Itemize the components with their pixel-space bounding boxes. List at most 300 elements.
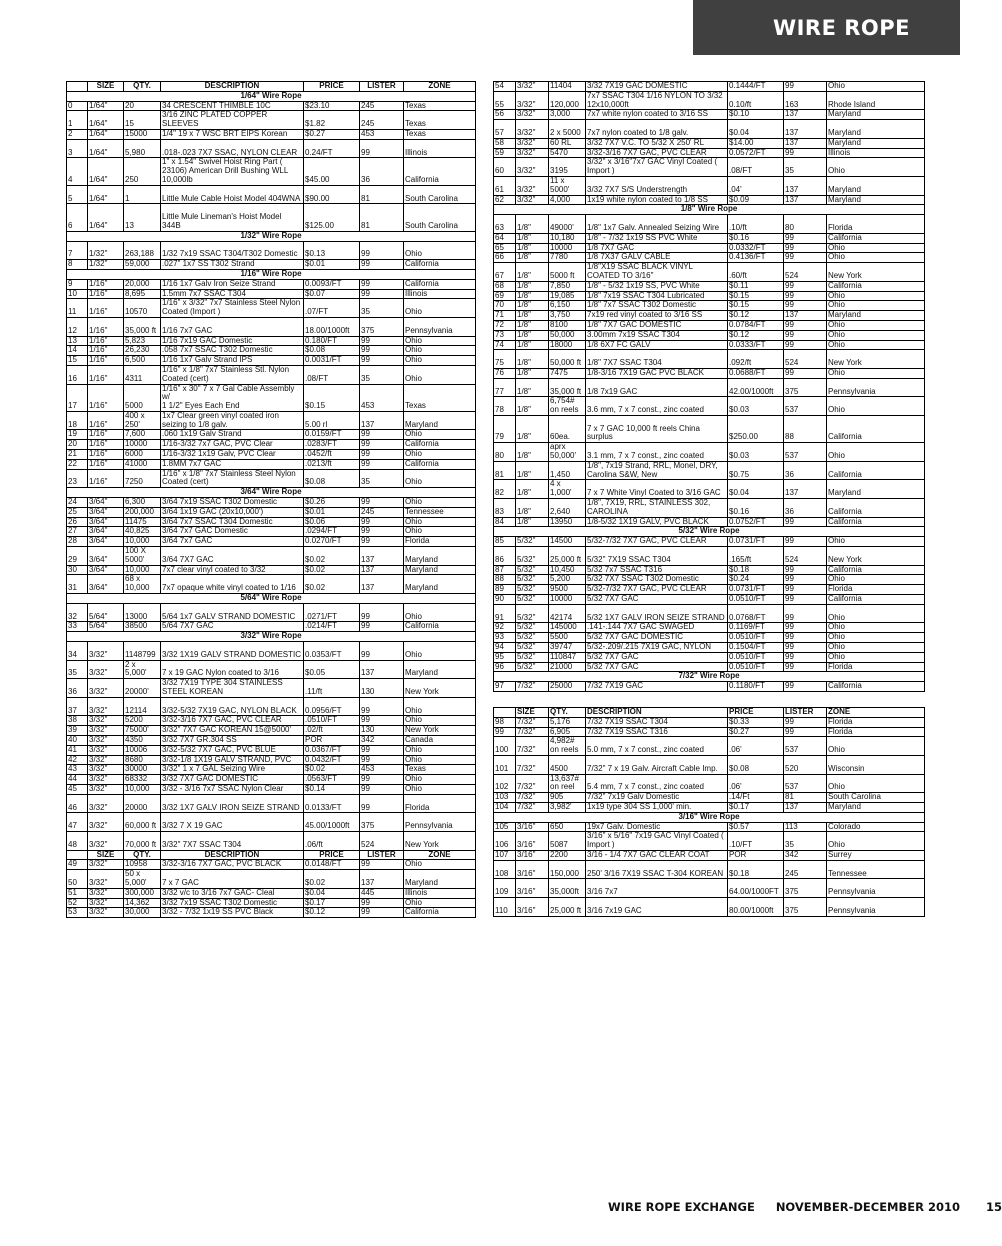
row-index: 39 [67, 726, 88, 736]
price-cell: .08/FT [304, 365, 360, 384]
description-cell: 1x19 white nylon coated to 1/8 SS [586, 195, 728, 205]
description-cell: 7/32" 7x19 Galv Domestic [586, 793, 728, 803]
row-index: 52 [67, 898, 88, 908]
qty-cell: 40,825 [124, 527, 161, 537]
table-row [494, 832, 925, 851]
lister-cell: 99 [360, 716, 404, 726]
row-index: 72 [494, 320, 516, 330]
zone-cell: Maryland [827, 480, 925, 499]
price-cell: $0.16 [728, 499, 784, 518]
row-index: 107 [494, 850, 516, 860]
size-cell: 3/16" [516, 860, 549, 879]
zone-cell: California [404, 440, 476, 450]
lister-cell: 137 [360, 565, 404, 575]
description-cell: 1/8"X19 SSAC BLACK VINYL COATED TO 3/16" [586, 263, 728, 282]
row-index: 44 [67, 775, 88, 785]
lister-cell: 137 [360, 575, 404, 594]
size-cell: 1/8" [516, 350, 549, 369]
row-index: 85 [494, 537, 516, 547]
table-row [67, 185, 476, 204]
zone-cell: Pennsylvania [404, 813, 476, 832]
table-row [67, 735, 476, 745]
zone-cell: New York [404, 726, 476, 736]
lister-cell: 137 [360, 411, 404, 430]
qty-cell: 2200 [549, 850, 586, 860]
table-row [494, 793, 925, 803]
price-cell: $0.09 [728, 195, 784, 205]
lister-cell: 36 [360, 158, 404, 185]
zone-cell: California [827, 499, 925, 518]
table-row [494, 91, 925, 110]
size-cell: 1/32" [88, 241, 124, 260]
size-cell: 3/64" [88, 575, 124, 594]
row-index: 87 [494, 565, 516, 575]
lister-cell: 375 [360, 813, 404, 832]
description-cell: 3.00mm 7x19 SSAC T304 [586, 330, 728, 340]
zone-cell: Tennessee [827, 860, 925, 879]
row-index: 103 [494, 793, 516, 803]
lister-cell: 99 [360, 898, 404, 908]
table-row [67, 745, 476, 755]
footer-magazine: WIRE ROPE EXCHANGE [608, 1200, 755, 1214]
price-cell: 42.00/1000ft [728, 378, 784, 397]
price-cell: $0.26 [304, 498, 360, 508]
qty-cell: 15000 [124, 129, 161, 139]
qty-cell: 2 x 5,000' [124, 660, 161, 679]
lister-cell: 99 [360, 784, 404, 794]
zone-cell: Ohio [404, 430, 476, 440]
table-row [67, 870, 476, 889]
qty-cell: 26,230 [124, 346, 161, 356]
row-index: 86 [494, 547, 516, 566]
lister-cell: 99 [784, 281, 827, 291]
row-index: 48 [67, 831, 88, 850]
price-cell: .0294/FT [304, 527, 360, 537]
price-cell: $0.06 [304, 517, 360, 527]
row-index: 101 [494, 755, 516, 774]
price-cell: 0.1504/FT [728, 643, 784, 653]
size-section-header [67, 632, 476, 642]
size-cell: 1/16" [88, 384, 124, 411]
description-cell: 7/32 7X19 SSAC T316 [586, 727, 728, 737]
table-row [494, 397, 925, 416]
zone-cell: Ohio [404, 603, 476, 622]
description-cell: .141-.144 7X7 GAC SWAGED [586, 623, 728, 633]
size-cell: 1/16" [88, 289, 124, 299]
zone-cell: Ohio [404, 527, 476, 537]
description-cell: 250' 3/16 7X19 SSAC T-304 KOREAN [586, 860, 728, 879]
size-cell: 1/8" [516, 301, 549, 311]
zone-cell: Ohio [404, 716, 476, 726]
price-cell: $0.07 [304, 289, 360, 299]
qty-cell: 13000 [124, 603, 161, 622]
size-cell: 3/32" [88, 870, 124, 889]
description-cell: 1/8" 7x7 SSAC T302 Domestic [586, 301, 728, 311]
qty-cell: 15 [124, 111, 161, 130]
row-index: 88 [494, 575, 516, 585]
price-cell: .06' [728, 737, 784, 756]
size-cell: 1/8" [516, 291, 549, 301]
column-header: QTY. [124, 82, 161, 92]
zone-cell: Florida [827, 717, 925, 727]
price-cell: 80.00/1000ft [728, 897, 784, 916]
row-index: 70 [494, 301, 516, 311]
description-cell: 3/32 7 X 19 GAC [161, 813, 304, 832]
row-index: 34 [67, 642, 88, 661]
qty-cell: 200,000 [124, 507, 161, 517]
row-index: 33 [67, 622, 88, 632]
qty-cell: 5000 ft [549, 263, 586, 282]
row-index: 36 [67, 679, 88, 698]
row-index: 1 [67, 111, 88, 130]
price-cell: 0.0353/FT [304, 642, 360, 661]
price-cell: 0.0367/FT [304, 745, 360, 755]
lister-cell: 99 [784, 517, 827, 527]
size-cell: 5/32" [516, 547, 549, 566]
description-cell: 7/32 7X19 GAC [586, 682, 728, 692]
table-row [494, 499, 925, 518]
table-row [67, 459, 476, 469]
row-index: 50 [67, 870, 88, 889]
zone-cell: Ohio [827, 537, 925, 547]
spacer-cell [494, 692, 925, 708]
price-cell: $0.27 [304, 129, 360, 139]
price-cell: .0283/FT [304, 440, 360, 450]
size-cell: 5/64" [88, 622, 124, 632]
qty-cell: 4350 [124, 735, 161, 745]
qty-cell: 400 x 250' [124, 411, 161, 430]
row-index: 10 [67, 289, 88, 299]
price-cell: POR [304, 735, 360, 745]
size-cell: 3/32" [88, 716, 124, 726]
table-row [67, 784, 476, 794]
lister-cell: 137 [784, 480, 827, 499]
lister-cell: 99 [784, 243, 827, 253]
zone-cell: California [404, 158, 476, 185]
lister-cell: 99 [360, 755, 404, 765]
zone-cell: Ohio [404, 241, 476, 260]
table-row [67, 507, 476, 517]
size-section-header [67, 231, 476, 241]
zone-cell: Surrey [827, 850, 925, 860]
row-index: 5 [67, 185, 88, 204]
zone-cell: Ohio [404, 755, 476, 765]
size-cell: 7/32" [516, 717, 549, 727]
size-cell: 1/16" [88, 450, 124, 460]
zone-cell: Ohio [827, 368, 925, 378]
price-cell: $0.57 [728, 822, 784, 832]
qty-cell: 49000' [549, 215, 586, 234]
qty-cell: 1148799 [124, 642, 161, 661]
description-cell: 1/8 7X7 GAC [586, 243, 728, 253]
size-cell: 3/32" [88, 755, 124, 765]
table-row [67, 450, 476, 460]
zone-cell: Ohio [827, 737, 925, 756]
description-cell: 5/32 7x7 SSAC T316 [586, 565, 728, 575]
zone-cell: California [404, 622, 476, 632]
description-cell: 3/32" 1 x 7 GAL Seizing Wire [161, 765, 304, 775]
description-cell: 1/16 7x7 GAC [161, 317, 304, 336]
qty-cell: 5470 [549, 148, 586, 158]
qty-cell: 150,000 [549, 860, 586, 879]
table-row [67, 384, 476, 411]
description-cell: 5/32-7/32 7X7 GAC, PVC CLEAR [586, 537, 728, 547]
size-section-header [67, 594, 476, 604]
qty-cell: 12114 [124, 697, 161, 716]
table-row [67, 204, 476, 231]
qty-cell: 30000 [124, 765, 161, 775]
row-index: 91 [494, 604, 516, 623]
size-cell: 3/32" [516, 82, 549, 92]
description-cell: 1/8 7X37 GALV CABLE [586, 253, 728, 263]
qty-cell: 10000 [549, 243, 586, 253]
price-cell: $0.10 [728, 110, 784, 120]
size-cell: 3/32" [88, 679, 124, 698]
row-index: 21 [67, 450, 88, 460]
lister-cell: 99 [784, 301, 827, 311]
column-header: SIZE [516, 708, 549, 718]
price-cell: $0.03 [728, 443, 784, 462]
qty-cell: 13,637# on reel [549, 774, 586, 793]
description-cell: 3/16 7x7 [586, 879, 728, 898]
qty-cell: 68332 [124, 775, 161, 785]
zone-cell: Texas [404, 765, 476, 775]
row-index: 110 [494, 897, 516, 916]
table-row [494, 330, 925, 340]
size-cell: 3/32" [516, 138, 549, 148]
qty-cell: 9500 [549, 585, 586, 595]
price-cell: $45.00 [304, 158, 360, 185]
qty-cell: 10,000 [124, 565, 161, 575]
description-cell: 1/8" 7x19 SSAC T304 Lubricated [586, 291, 728, 301]
row-index: 35 [67, 660, 88, 679]
table-row [494, 120, 925, 139]
description-cell: 1/16-3/32 7x7 GAC, PVC Clear [161, 440, 304, 450]
row-index: 97 [494, 682, 516, 692]
description-cell: Little Mule Cable Hoist Model 404WNA [161, 185, 304, 204]
column-header-row [67, 82, 476, 92]
table-row [67, 679, 476, 698]
lister-cell: 137 [784, 138, 827, 148]
lister-cell: 137 [360, 870, 404, 889]
table-row [494, 537, 925, 547]
table-row [67, 241, 476, 260]
qty-cell: 10000 [549, 595, 586, 605]
description-cell: 3/32 7X7 GR.304 SS [161, 735, 304, 745]
zone-cell: Maryland [404, 870, 476, 889]
zone-cell: Maryland [827, 802, 925, 812]
size-cell: 1/16" [88, 469, 124, 488]
row-index: 26 [67, 517, 88, 527]
size-cell: 5/32" [516, 652, 549, 662]
zone-cell: Ohio [827, 832, 925, 851]
lister-cell: 375 [360, 317, 404, 336]
lister-cell: 537 [784, 443, 827, 462]
size-cell: 1/8" [516, 253, 549, 263]
qty-cell: 10,000 [124, 537, 161, 547]
price-cell: 18.00/1000ft [304, 317, 360, 336]
description-cell: 3/32-1/8 1X19 GALV STRAND, PVC [161, 755, 304, 765]
table-row [494, 480, 925, 499]
qty-cell: 5500 [549, 633, 586, 643]
qty-cell: 5000 [124, 384, 161, 411]
row-index: 71 [494, 311, 516, 321]
description-cell: 1/8 6X7 FC GALV [586, 340, 728, 350]
row-index: 96 [494, 662, 516, 672]
price-cell: $0.08 [304, 346, 360, 356]
price-cell: .06' [728, 774, 784, 793]
lister-cell: 137 [360, 547, 404, 566]
size-section-header [67, 91, 476, 101]
size-cell: 7/32" [516, 737, 549, 756]
table-row [494, 350, 925, 369]
row-index: 25 [67, 507, 88, 517]
price-cell: $0.15 [728, 291, 784, 301]
lister-cell: 99 [784, 643, 827, 653]
row-index: 31 [67, 575, 88, 594]
size-cell: 1/8" [516, 517, 549, 527]
lister-cell: 375 [784, 897, 827, 916]
lister-cell: 113 [784, 822, 827, 832]
qty-cell: 6,754# on reels [549, 397, 586, 416]
qty-cell: 11475 [124, 517, 161, 527]
size-cell: 7/32" [516, 682, 549, 692]
price-cell: .11/ft [304, 679, 360, 698]
lister-cell: 137 [784, 311, 827, 321]
zone-cell: Ohio [404, 745, 476, 755]
zone-cell: Florida [827, 662, 925, 672]
qty-cell: 20 [124, 101, 161, 111]
size-cell: 3/64" [88, 537, 124, 547]
zone-cell: Ohio [404, 469, 476, 488]
zone-cell: Texas [404, 129, 476, 139]
price-cell: $0.02 [304, 565, 360, 575]
size-cell: 1/16" [88, 317, 124, 336]
description-cell: 3/32 - 3/16 7x7 SSAC Nylon Clear [161, 784, 304, 794]
price-cell: $250.00 [728, 415, 784, 442]
description-cell: 1/8" 1x7 Galv. Annealed Seizing Wire [586, 215, 728, 234]
column-header [67, 82, 88, 92]
qty-cell: 145000 [549, 623, 586, 633]
section-title: 3/32" Wire Rope [67, 632, 476, 642]
lister-cell: 99 [360, 430, 404, 440]
price-cell: .0563/FT [304, 775, 360, 785]
description-cell: 7 x 7 GAC 10,000 ft reels China surplus [586, 415, 728, 442]
zone-cell: Ohio [827, 243, 925, 253]
description-cell: 3/64 7x7 GAC [161, 537, 304, 547]
row-index: 62 [494, 195, 516, 205]
price-cell: 0.0510/FT [728, 595, 784, 605]
lister-cell: 453 [360, 384, 404, 411]
table-row [494, 717, 925, 727]
zone-cell: Ohio [827, 443, 925, 462]
zone-cell: Ohio [404, 365, 476, 384]
qty-cell: 18000 [549, 340, 586, 350]
description-cell: 1" x 1.54" Swivel Hoist Ring Part ( 23106) American Drill Bushing WLL 10,000lb [161, 158, 304, 185]
price-cell: $0.11 [728, 281, 784, 291]
size-cell: 7/32" [516, 793, 549, 803]
description-cell: 5/32 7X7 SSAC T302 Domestic [586, 575, 728, 585]
table-row [67, 498, 476, 508]
price-cell: 0.0688/FT [728, 368, 784, 378]
spacer-row [494, 692, 925, 708]
row-index: 18 [67, 411, 88, 430]
table-row [67, 603, 476, 622]
zone-cell: Ohio [404, 498, 476, 508]
qty-cell: 39747 [549, 643, 586, 653]
zone-cell: California [404, 260, 476, 270]
lister-cell: 524 [360, 831, 404, 850]
lister-cell: 342 [360, 735, 404, 745]
lister-cell: 99 [784, 253, 827, 263]
qty-cell: 11 x 5000' [549, 176, 586, 195]
table-row [494, 368, 925, 378]
lister-cell: 99 [784, 320, 827, 330]
row-index: 63 [494, 215, 516, 234]
lister-cell: 99 [360, 794, 404, 813]
lister-cell: 537 [784, 774, 827, 793]
table-row [494, 320, 925, 330]
zone-cell: Pennsylvania [404, 317, 476, 336]
lister-cell: 99 [784, 575, 827, 585]
price-cell: $0.12 [728, 330, 784, 340]
row-index: 102 [494, 774, 516, 793]
table-row [67, 726, 476, 736]
size-cell: 7/32" [516, 802, 549, 812]
zone-cell: California [827, 595, 925, 605]
zone-cell: Ohio [827, 291, 925, 301]
column-header: LISTER [360, 82, 404, 92]
column-header: DESCRIPTION [161, 82, 304, 92]
row-index: 17 [67, 384, 88, 411]
description-cell: 3/64 7x7 GAC Domestic [161, 527, 304, 537]
row-index: 75 [494, 350, 516, 369]
description-cell: 1/16 1x7 Galv Strand IPS [161, 356, 304, 366]
zone-cell: Ohio [827, 575, 925, 585]
qty-cell: 68 x 10,000 [124, 575, 161, 594]
price-cell: 0.0768/FT [728, 604, 784, 623]
zone-cell: Rhode Island [827, 91, 925, 110]
lister-cell: 137 [784, 195, 827, 205]
lister-cell: 99 [360, 642, 404, 661]
table-row [494, 110, 925, 120]
table-row [494, 176, 925, 195]
row-index: 61 [494, 176, 516, 195]
size-cell: 7/32" [516, 727, 549, 737]
row-index: 84 [494, 517, 516, 527]
description-cell: 7 x 7 White Vinyl Coated to 3/16 GAC [586, 480, 728, 499]
qty-cell: 1,450 [549, 461, 586, 480]
price-cell: 0.0510/FT [728, 633, 784, 643]
size-cell: 3/16" [516, 897, 549, 916]
lister-cell: 524 [784, 263, 827, 282]
table-row [494, 737, 925, 756]
row-index: 55 [494, 91, 516, 110]
price-cell: .0271/FT [304, 603, 360, 622]
row-index: 56 [494, 110, 516, 120]
size-cell: 1/64" [88, 204, 124, 231]
table-row [67, 279, 476, 289]
description-cell: 7x19 red vinyl coated to 3/16 SS [586, 311, 728, 321]
zone-cell: New York [404, 831, 476, 850]
qty-cell: 7,850 [549, 281, 586, 291]
lister-cell: 99 [784, 565, 827, 575]
price-cell: 0.0332/FT [728, 243, 784, 253]
size-cell: 3/32" [88, 745, 124, 755]
row-index: 80 [494, 443, 516, 462]
size-cell: 5/32" [516, 585, 549, 595]
qty-cell: 3,750 [549, 311, 586, 321]
